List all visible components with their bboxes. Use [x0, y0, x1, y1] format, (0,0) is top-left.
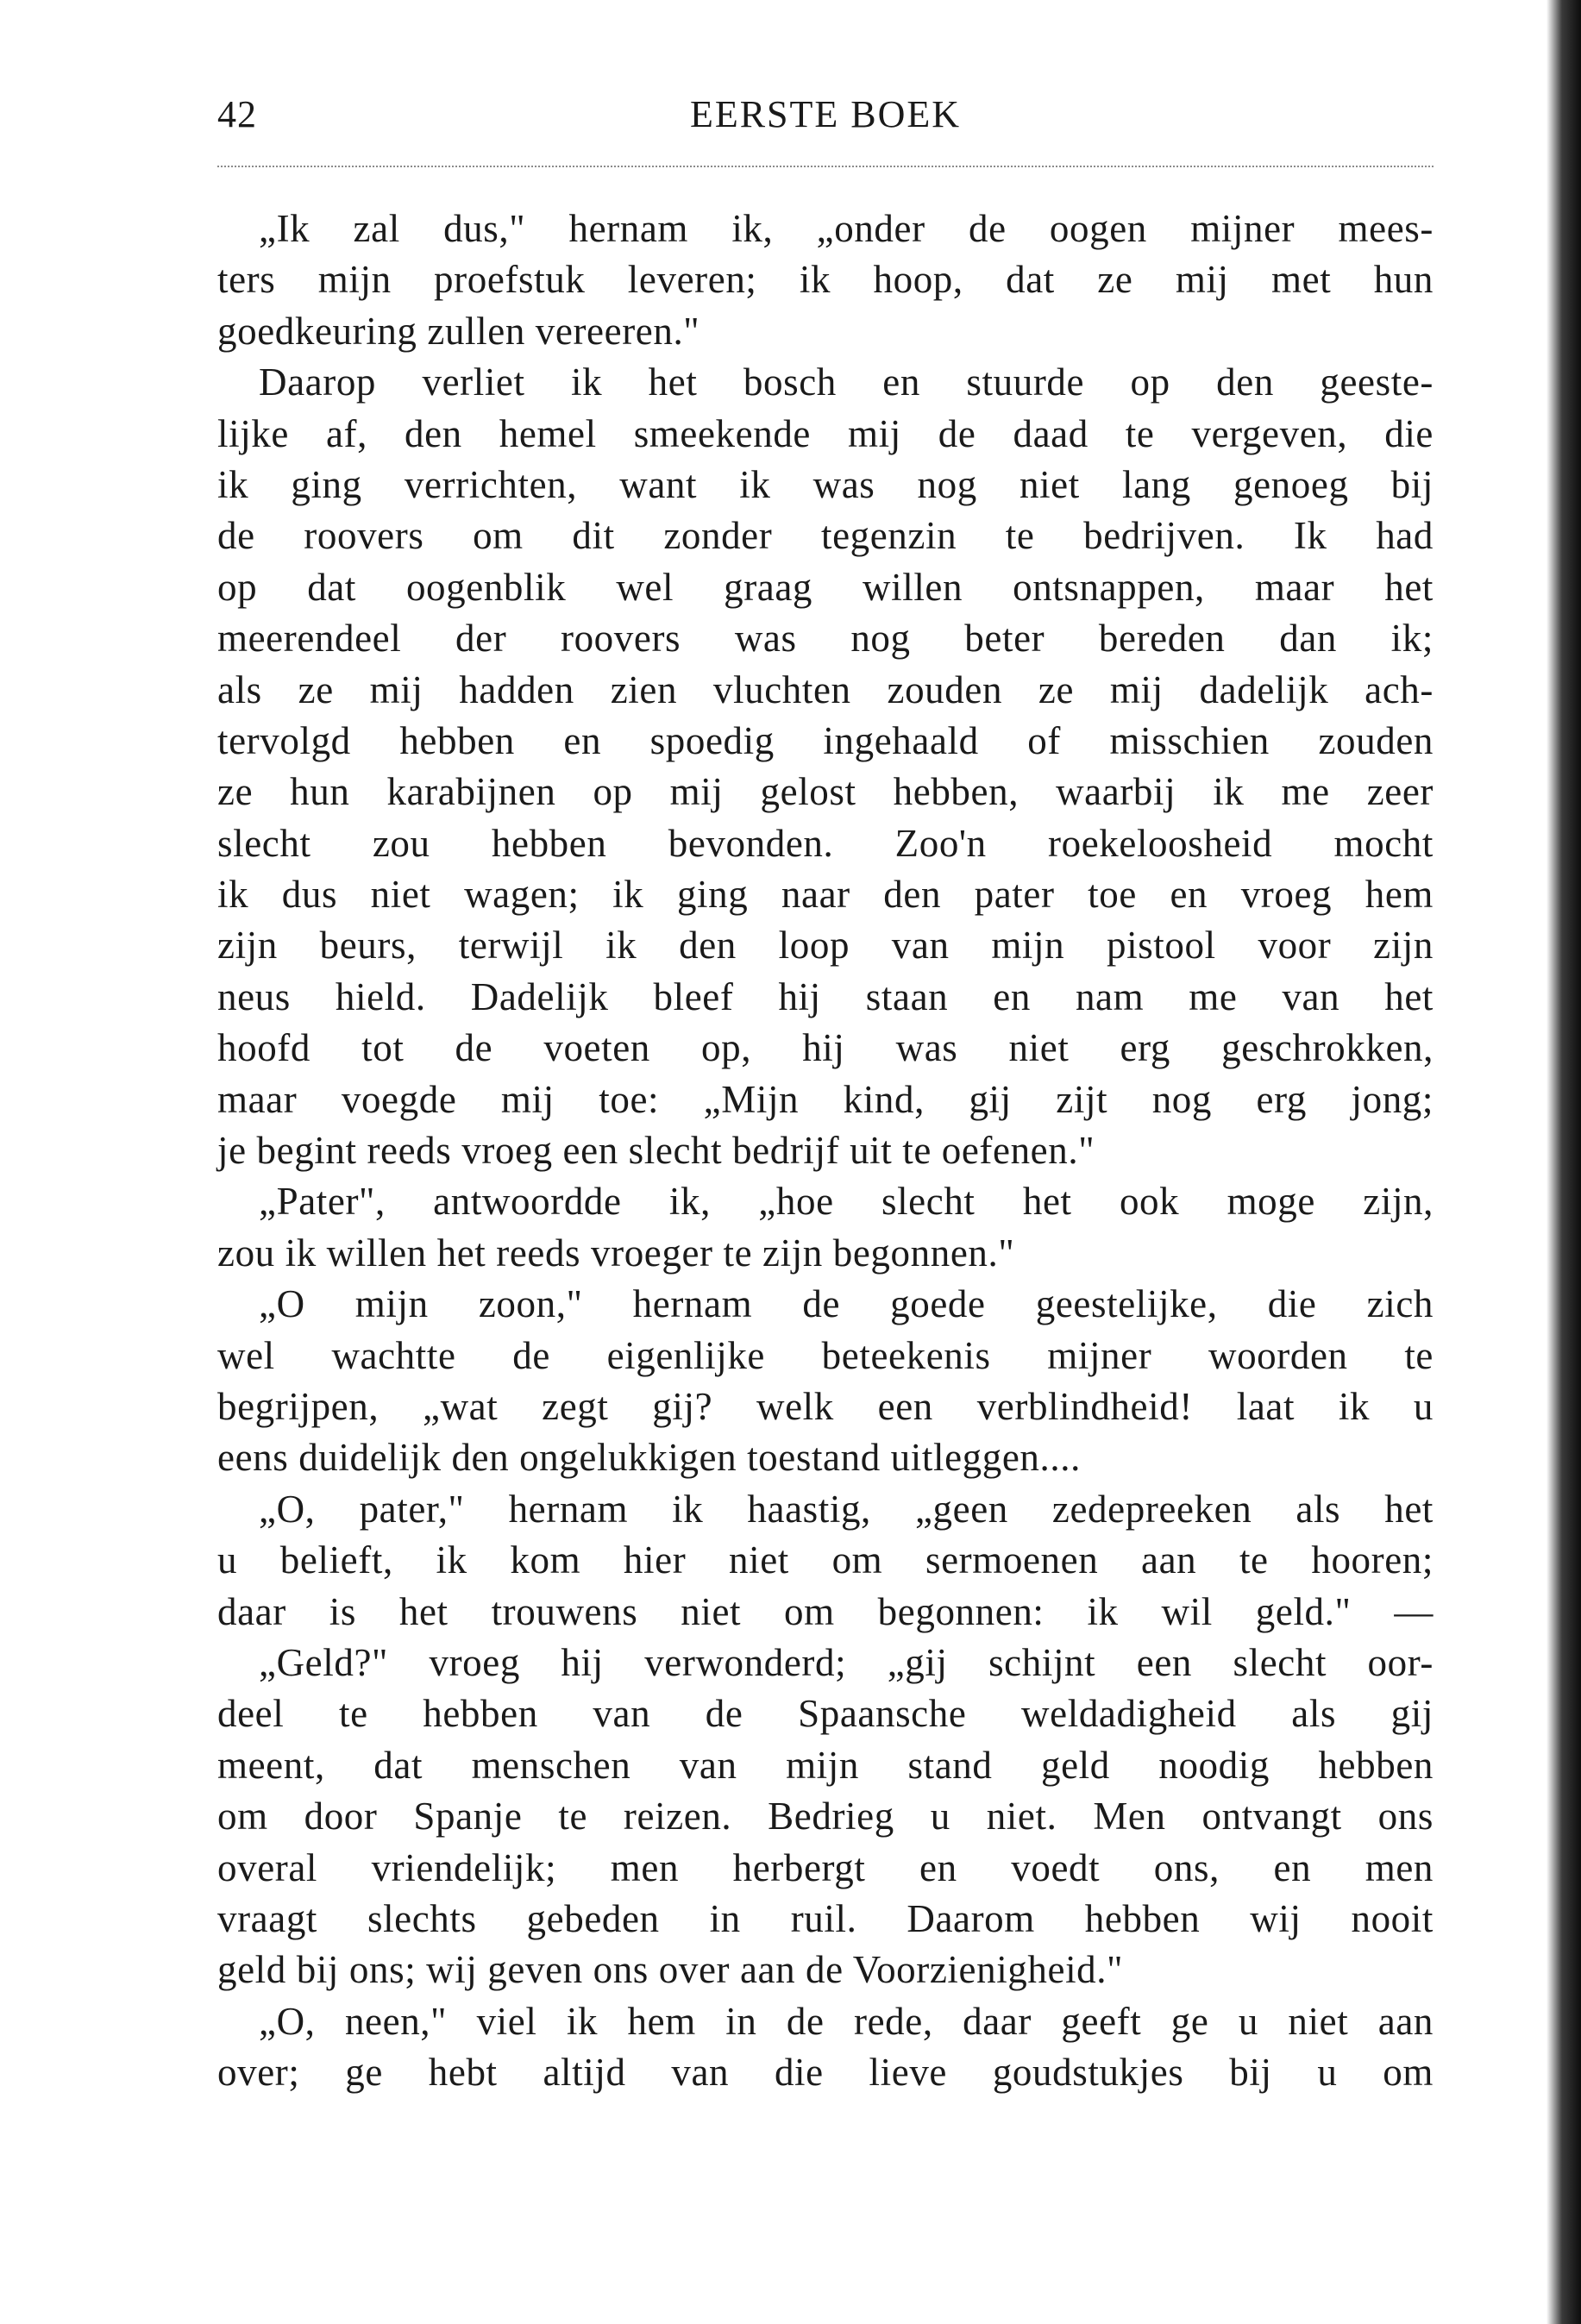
text-line: vraagt slechts gebeden in ruil. Daarom hebben wij nooit — [217, 1896, 1434, 1940]
text-line: „O, neen," viel ik hem in de rede, daar geeft ge u niet aan — [259, 1999, 1434, 2043]
text-line: „Pater", antwoordde ik, „hoe slecht het ook moge zijn, — [259, 1180, 1434, 1224]
text-line: om door Spanje te reizen. Bedrieg u niet. Men ontvangt ons — [217, 1795, 1434, 1839]
text-line: u belieft, ik kom hier niet om sermoenen aan te hooren; — [217, 1538, 1434, 1582]
text-line: over; ge hebt altijd van die lieve goudstukjes bij u om — [217, 2051, 1434, 2095]
text-line: lijke af, den hemel smeekende mij de daad te vergeven, die — [217, 411, 1434, 455]
text-line: maar voegde mij toe: „Mijn kind, gij zijt nog erg jong; — [217, 1077, 1434, 1121]
body-text — [217, 204, 1434, 2098]
text-line: je begint reeds vroeg een slecht bedrijf uit te oefenen." — [217, 1129, 1095, 1173]
text-line: de roovers om dit zonder tegenzin te bedrijven. Ik had — [217, 514, 1434, 558]
text-line: eens duidelijk den ongelukkigen toestand uitleggen.... — [217, 1436, 1081, 1480]
text-line: op dat oogenblik wel graag willen ontsnappen, maar het — [217, 565, 1434, 609]
text-line: hoofd tot de voeten op, hij was niet erg geschrokken, — [217, 1026, 1434, 1070]
page-number: 42 — [217, 93, 257, 135]
text-line: geld bij ons; wij geven ons over aan de Voorzienigheid." — [217, 1948, 1124, 1992]
text-line: als ze mij hadden zien vluchten zouden ze mij dadelijk ach- — [217, 667, 1434, 711]
text-line: „Ik zal dus," hernam ik, „onder de oogen mijner mees- — [259, 207, 1434, 250]
running-head: EERSTE BOEK — [689, 93, 962, 135]
text-line: Daarop verliet ik het bosch en stuurde op den geeste- — [259, 360, 1434, 404]
text-line: meerendeel der roovers was nog beter bereden dan ik; — [217, 617, 1434, 661]
text-line: ters mijn proefstuk leveren; ik hoop, dat ze mij met hun — [217, 258, 1434, 302]
text-line: tervolgd hebben en spoedig ingehaald of misschien zouden — [217, 718, 1434, 762]
text-line: slecht zou hebben bevonden. Zoo'n roekeloosheid mocht — [217, 821, 1434, 865]
text-line: goedkeuring zullen vereeren." — [217, 309, 700, 353]
text-line: ze hun karabijnen op mij gelost hebben, waarbij ik me zeer — [217, 770, 1434, 814]
text-line: „O, pater," hernam ik haastig, „geen zedepreeken als het — [259, 1487, 1434, 1531]
text-line: daar is het trouwens niet om begonnen: ik wil geld." — — [217, 1589, 1434, 1633]
text-line: deel te hebben van de Spaansche weldadigheid als gij — [217, 1692, 1434, 1736]
text-line: overal vriendelijk; men herbergt en voedt ons, en men — [217, 1845, 1434, 1889]
text-line: meent, dat menschen van mijn stand geld noodig hebben — [217, 1743, 1434, 1787]
binding-edge — [1546, 0, 1581, 2324]
text-line: „Geld?" vroeg hij verwonderd; „gij schijnt een slecht oor- — [259, 1640, 1434, 1684]
text-line: ik dus niet wagen; ik ging naar den pater toe en vroeg hem — [217, 873, 1434, 917]
page-header — [217, 85, 1434, 145]
header-rule — [217, 166, 1434, 167]
text-line: zijn beurs, terwijl ik den loop van mijn pistool voor zijn — [217, 924, 1434, 968]
text-line: begrijpen, „wat zegt gij? welk een verblindheid! laat ik u — [217, 1384, 1434, 1428]
text-line: ik ging verrichten, want ik was nog niet lang genoeg bij — [217, 462, 1434, 506]
text-line: wel wachtte de eigenlijke beteekenis mijner woorden te — [217, 1333, 1434, 1377]
text-line: „O mijn zoon," hernam de goede geestelijke, die zich — [259, 1282, 1434, 1326]
text-line: neus hield. Dadelijk bleef hij staan en nam me van het — [217, 974, 1434, 1018]
text-line: zou ik willen het reeds vroeger te zijn begonnen." — [217, 1231, 1015, 1275]
